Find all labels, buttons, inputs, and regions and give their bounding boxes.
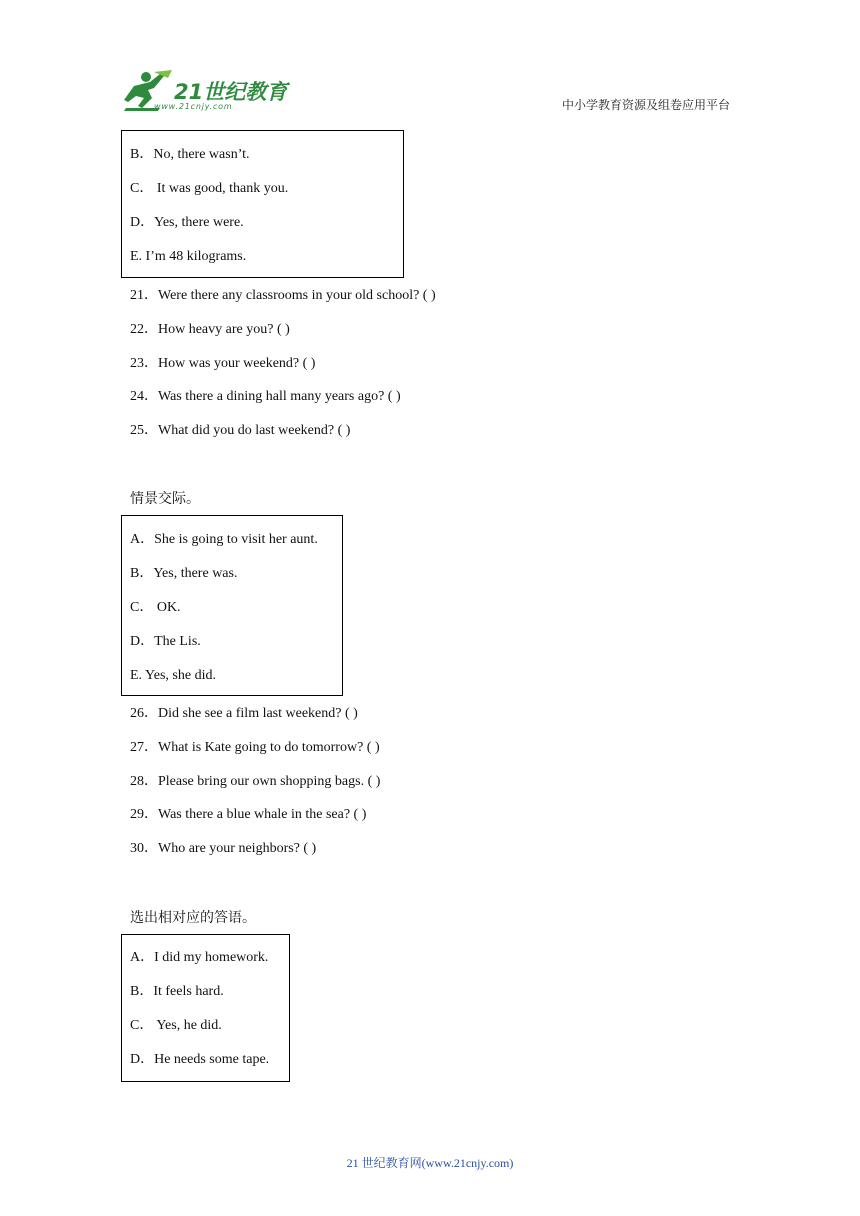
logo-url: www.21cnjy.com xyxy=(154,102,233,111)
option-c: C． Yes, he did. xyxy=(130,1018,222,1033)
options-box-2 xyxy=(121,515,343,696)
question-25: 25．What did you do last weekend? ( ) xyxy=(130,423,351,438)
question-24: 24．Was there a dining hall many years ago? ( ) xyxy=(130,389,401,404)
options-box-1 xyxy=(121,130,404,278)
question-26: 26．Did she see a film last weekend? ( ) xyxy=(130,706,358,721)
option-b: B．Yes, there was. xyxy=(130,566,238,581)
question-28: 28．Please bring our own shopping bags. ( ) xyxy=(130,774,381,789)
option-c: C． It was good, thank you. xyxy=(130,181,289,196)
question-27: 27．What is Kate going to do tomorrow? ( ) xyxy=(130,740,380,755)
option-a: A．She is going to visit her aunt. xyxy=(130,532,318,547)
site-logo[interactable] xyxy=(120,68,290,118)
logo-text: 21世纪教育 xyxy=(174,80,288,104)
question-22: 22．How heavy are you? ( ) xyxy=(130,322,290,337)
option-d: D．He needs some tape. xyxy=(130,1052,270,1067)
page-header xyxy=(0,0,860,120)
page-footer[interactable]: 21 世纪教育网(www.21cnjy.com) xyxy=(346,1156,514,1170)
section-title-2: 情景交际。 xyxy=(130,491,200,507)
question-21: 21．Were there any classrooms in your old school? ( ) xyxy=(130,288,436,303)
option-b: B．It feels hard. xyxy=(130,984,224,999)
question-30: 30．Who are your neighbors? ( ) xyxy=(130,841,317,856)
question-23: 23．How was your weekend? ( ) xyxy=(130,356,316,371)
option-a: A．I did my homework. xyxy=(130,950,269,965)
option-c: C． OK. xyxy=(130,600,181,615)
option-d: D．Yes, there were. xyxy=(130,215,244,230)
options-box-3 xyxy=(121,934,290,1082)
question-29: 29．Was there a blue whale in the sea? ( ) xyxy=(130,807,367,822)
option-e: E. Yes, she did. xyxy=(130,668,216,683)
option-d: D．The Lis. xyxy=(130,634,201,649)
section-title-3: 选出相对应的答语。 xyxy=(130,910,256,926)
header-tagline: 中小学教育资源及组卷应用平台 xyxy=(561,98,730,112)
option-e: E. I’m 48 kilograms. xyxy=(130,249,247,264)
option-b: B．No, there wasn’t. xyxy=(130,147,250,162)
